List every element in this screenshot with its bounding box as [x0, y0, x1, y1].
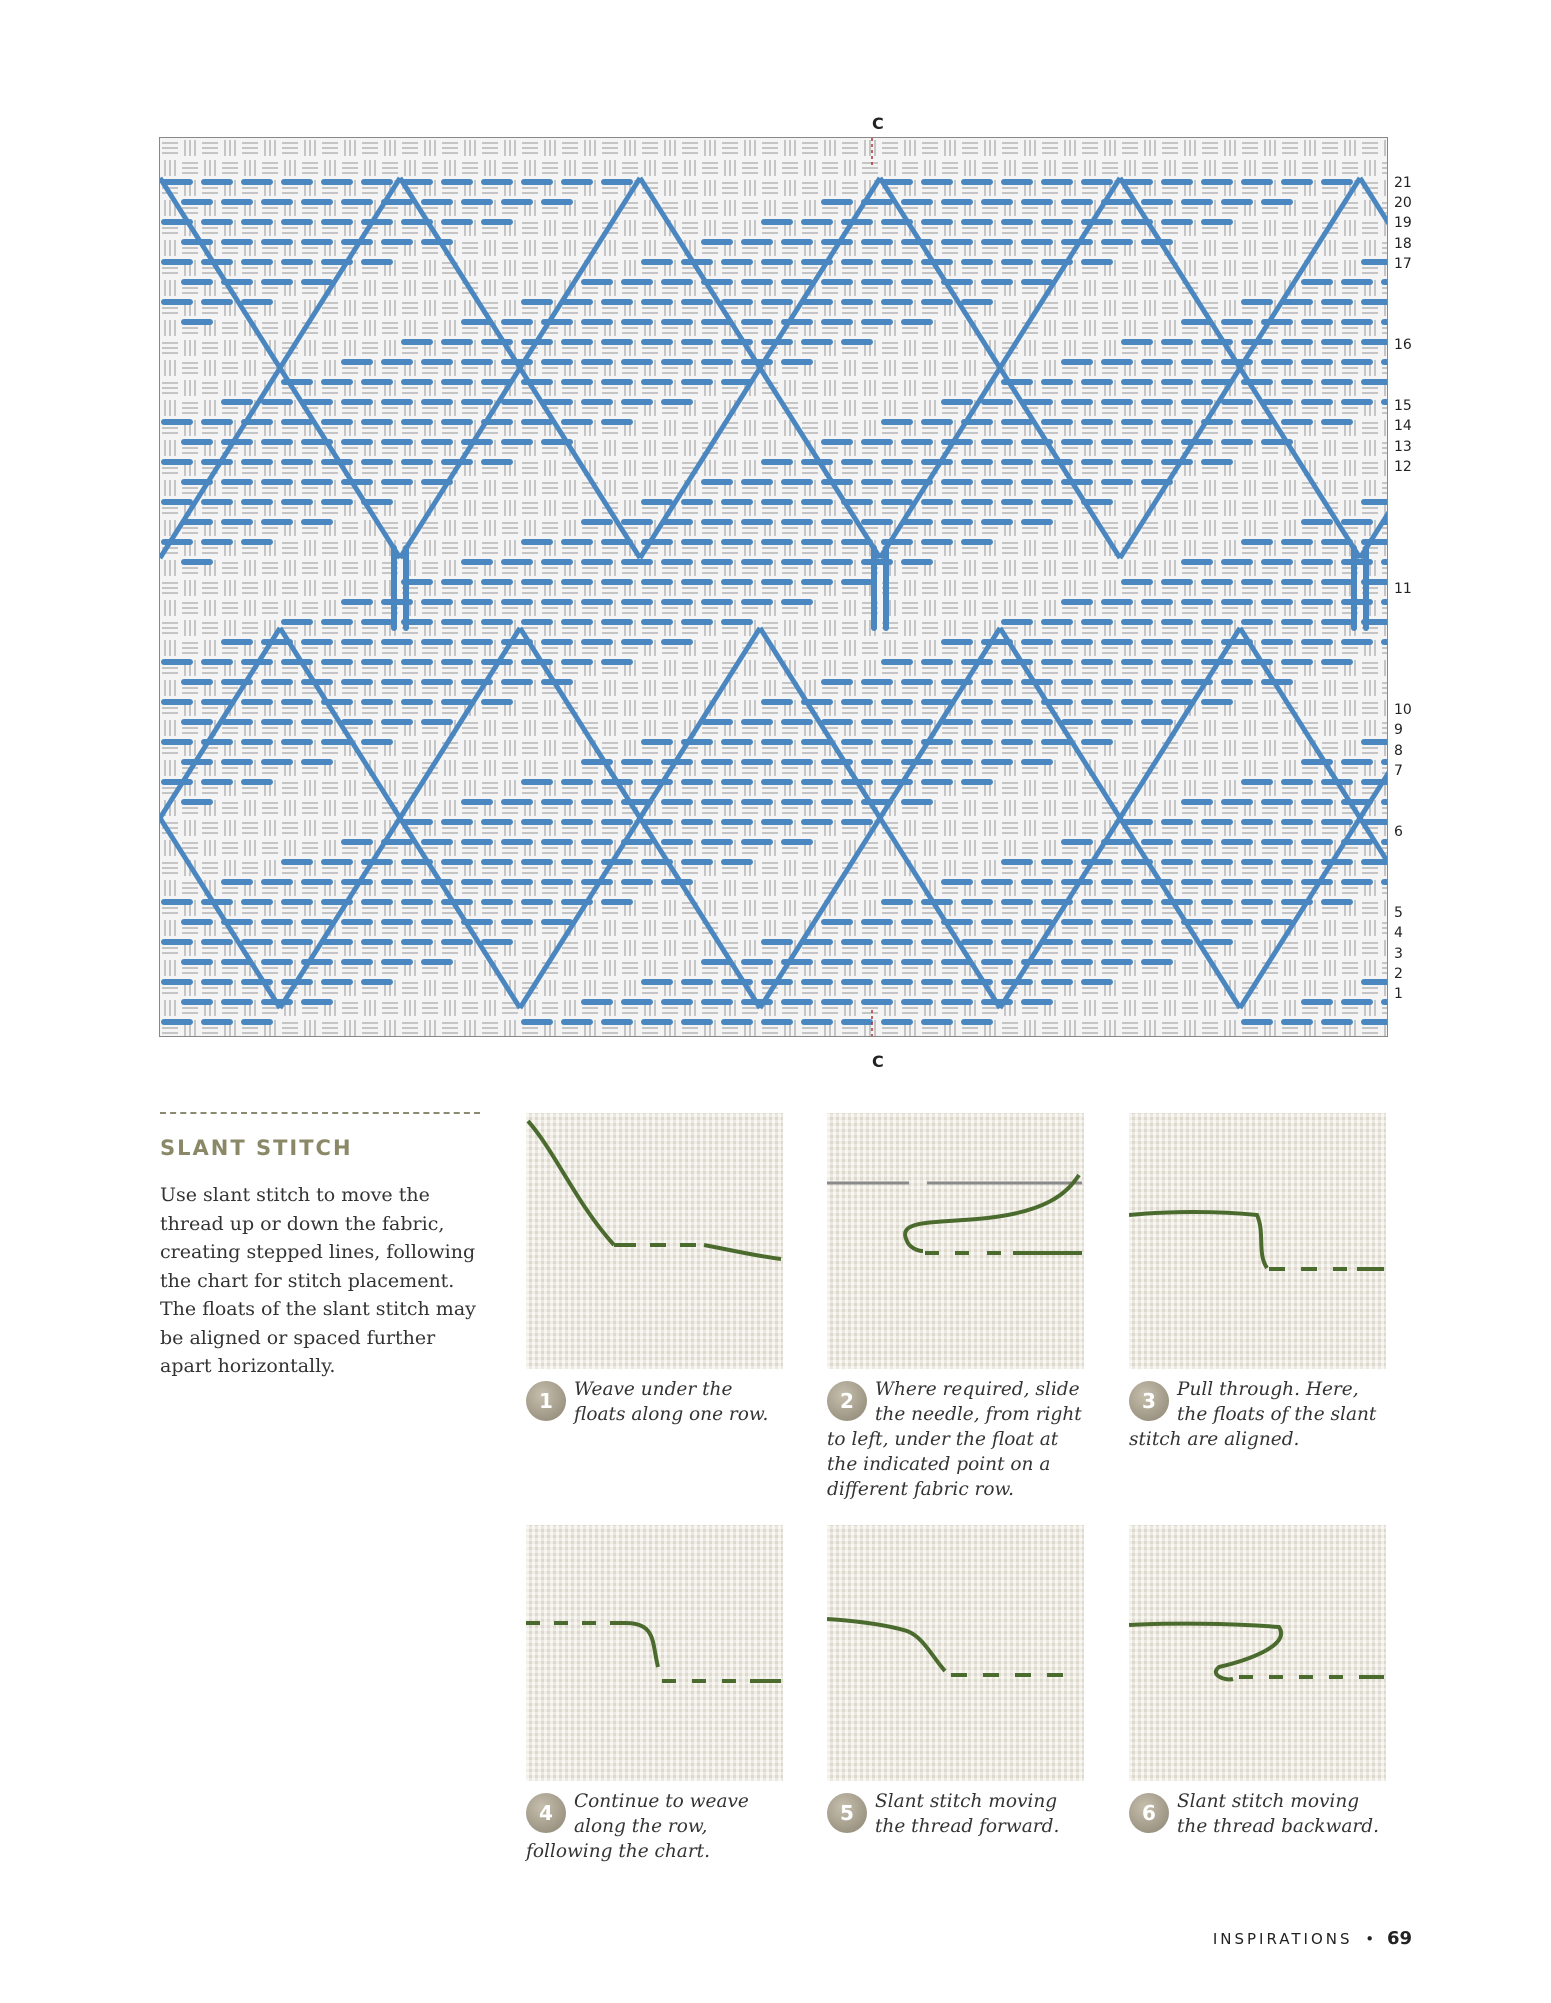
- chart-pattern: [160, 138, 1388, 1037]
- stitch-chart: [159, 137, 1388, 1037]
